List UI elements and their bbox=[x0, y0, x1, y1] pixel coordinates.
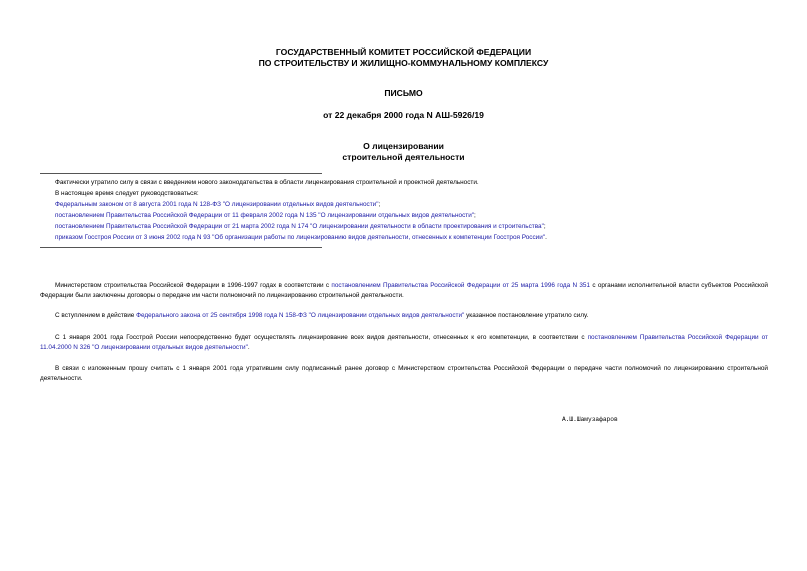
decree-351-link[interactable]: постановлением Правительства Российской Федерации от 25 марта 1996 года N 351 bbox=[331, 282, 591, 289]
decree-326-link[interactable]: постановлением Правительства Российской Федерации от 11.04.2000 N 326 "О лицензировании отдельных видов деятельности" bbox=[40, 334, 768, 351]
guidance-ref-link[interactable]: приказом Госстроя России от 3 июня 2002 года N 93 "Об организации работы по лицензированию видов деятельности, отнесенных к компетенции Госстроя России" bbox=[55, 234, 546, 241]
org-name-line1: ГОСУДАРСТВЕННЫЙ КОМИТЕТ РОССИЙСКОЙ ФЕДЕРАЦИИ bbox=[275, 47, 532, 57]
guidance-ref-item bbox=[55, 234, 547, 242]
ref-punctuation: . bbox=[545, 234, 547, 241]
note-top-divider bbox=[40, 173, 322, 174]
federal-law-158-link[interactable]: Федерального закона от 25 сентября 1998 года N 158-ФЗ "О лицензировании отдельных видов деятельности" bbox=[136, 312, 465, 319]
paragraph-text: С 1 января 2001 года Госстрой России непосредственно будет осуществлять лицензирование всех видов деятельности, отнесенных к его компетенции, в соответствии с bbox=[55, 334, 588, 341]
guidance-intro: В настоящее время следует руководствоваться: bbox=[55, 190, 199, 197]
ref-punctuation: ; bbox=[474, 212, 476, 219]
body-paragraph-3 bbox=[40, 333, 768, 353]
paragraph-text: Министерством строительства Российской Федерации в 1996-1997 годах в соответствии с bbox=[55, 282, 332, 289]
paragraph-text: указанное постановление утратило силу. bbox=[464, 312, 589, 319]
guidance-ref-item bbox=[55, 223, 546, 231]
guidance-ref-link[interactable]: постановлением Правительства Российской Федерации от 21 марта 2002 года N 174 "О лицензировании деятельности в области проектирования и строительства" bbox=[55, 223, 544, 230]
body-paragraph-4 bbox=[40, 364, 768, 384]
document-subject-line1: О лицензировании bbox=[363, 141, 444, 151]
guidance-ref-item bbox=[55, 212, 476, 220]
paragraph-text: с органами исполнительной власти субъектов Российской Федерации были заключены договоры о передаче им части полномочий по лицензированию строительной деятельности. bbox=[40, 282, 768, 299]
signature: А.Ш.Шамузафаров bbox=[562, 416, 618, 423]
body-paragraph-1 bbox=[40, 281, 768, 301]
org-name-line2: ПО СТРОИТЕЛЬСТВУ И ЖИЛИЩНО-КОММУНАЛЬНОМУ КОМПЛЕКСУ bbox=[258, 58, 549, 68]
guidance-ref-link[interactable]: постановлением Правительства Российской Федерации от 11 февраля 2002 года N 135 "О лицензировании отдельных видов деятельности" bbox=[55, 212, 475, 219]
ref-punctuation: ; bbox=[378, 201, 381, 208]
lost-force-note: Фактически утратило силу в связи с введением нового законодательства в области лицензирования строительной и проектной деятельности. bbox=[55, 179, 479, 186]
body-paragraph-2 bbox=[40, 311, 768, 321]
document-date-number: от 22 декабря 2000 года N АШ-5926/19 bbox=[323, 110, 484, 120]
guidance-ref-item bbox=[55, 201, 380, 209]
note-bottom-divider bbox=[40, 247, 322, 248]
ref-punctuation: ; bbox=[543, 223, 546, 230]
paragraph-text: В связи с изложенным прошу считать с 1 января 2001 года утратившим силу подписанный ранее договор с Министерством строительства Российской Федерации о передаче части полномочий по лицензированию строительной деятельности. bbox=[40, 365, 768, 382]
paragraph-text: С вступлением в действие bbox=[55, 312, 137, 319]
document-subject-line2: строительной деятельности bbox=[342, 152, 465, 162]
document-type: ПИСЬМО bbox=[384, 88, 423, 98]
guidance-ref-link[interactable]: Федеральным законом от 8 августа 2001 года N 128-ФЗ "О лицензировании отдельных видов деятельности" bbox=[55, 201, 379, 208]
paragraph-text: . bbox=[247, 344, 250, 351]
